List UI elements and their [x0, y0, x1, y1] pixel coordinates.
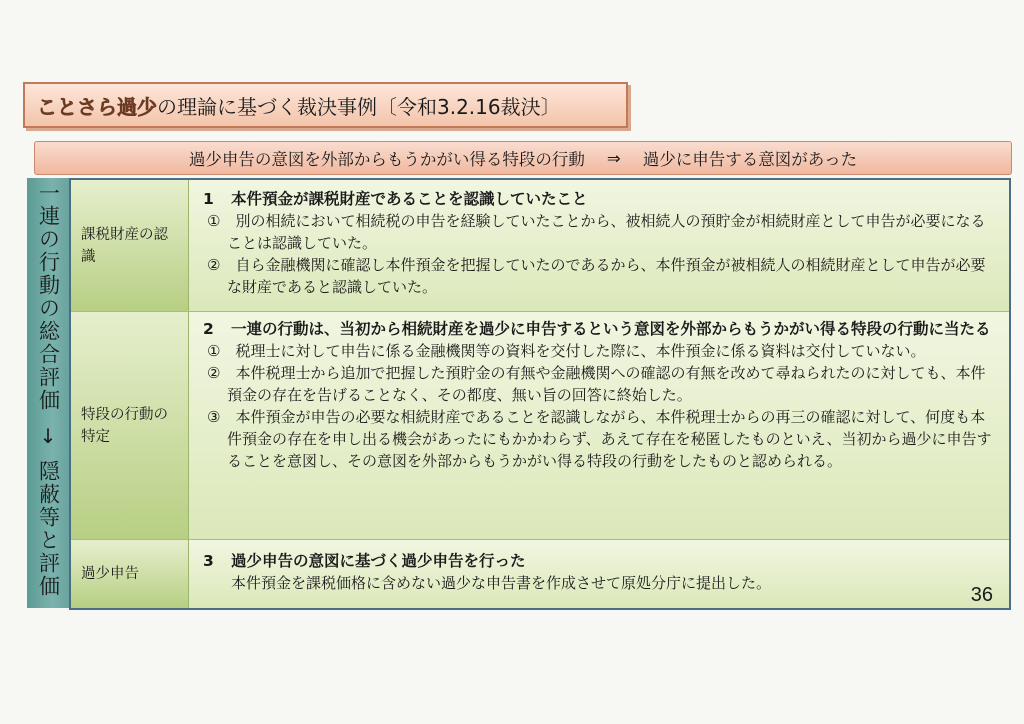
side-arrow: ↓ — [39, 424, 57, 448]
slide-title — [23, 82, 628, 128]
row-label: 特段の行動の特定 — [71, 312, 189, 540]
side-evaluation-bar — [27, 178, 69, 608]
row-heading: 3 過少申告の意図に基づく過少申告を行った — [203, 552, 526, 570]
page-number: 36 — [970, 584, 993, 606]
banner-left-text: 過少申告の意図を外部からもうかがい得る特段の行動 — [188, 150, 585, 169]
side-text-top: 一連の行動の総合評価 — [36, 182, 61, 412]
table-row — [71, 180, 1009, 311]
title-rest: の理論に基づく裁決事例〔令和3.2.16裁決〕 — [157, 94, 561, 119]
list-item: 本件預金を課税価格に含めない過少な申告書を作成させて原処分庁に提出した。 — [231, 574, 772, 592]
list-item: ② 本件税理士から追加で把握した預貯金の有無や金融機関への確認の有無を改めて尋ねられたのに対しても、本件預金の存在を告げることなく、その都度、無い旨の回答に終始した。 — [207, 364, 986, 404]
row-label: 課税財産の認識 — [71, 180, 189, 311]
list-item: ③ 本件預金が申告の必要な相続財産であることを認識しながら、本件税理士からの再三の確認に対して、何度も本件預金の存在を申し出る機会があったにもかかわらず、あえて存在を秘匿したものといえ、当初から過少に申告することを意図し、その意図を外部からもうかがい得る特段の行動をしたものと認められる。 — [207, 408, 992, 470]
row-heading: 1 本件預金が課税財産であることを認識していたこと — [203, 190, 588, 208]
banner-right-text: 過少に申告する意図があった — [642, 150, 858, 169]
summary-banner — [34, 141, 1012, 175]
row-content — [189, 540, 1009, 608]
list-item: ① 別の相続において相続税の申告を経験していたことから、被相続人の預貯金が相続財産として申告が必要になることは認識していた。 — [207, 212, 986, 252]
row-heading: 2 一連の行動は、当初から相続財産を過少に申告するという意図を外部からもうかがい得る特段の行動に当たる — [203, 320, 991, 338]
ruling-table — [69, 178, 1011, 610]
table-row — [71, 311, 1009, 540]
list-item: ② 自ら金融機関に確認し本件預金を把握していたのであるから、本件預金が被相続人の相続財産として申告が必要な財産であると認識していた。 — [207, 256, 986, 296]
row-label: 過少申告 — [71, 540, 189, 608]
row-content — [189, 312, 1009, 540]
list-item: ① 税理士に対して申告に係る金融機関等の資料を交付した際に、本件預金に係る資料は交付していない。 — [207, 342, 926, 360]
table-row — [71, 539, 1009, 608]
side-text-bottom: 隠蔽等と評価 — [36, 460, 61, 598]
row-content — [189, 180, 1009, 311]
title-emphasis: ことさら過少 — [37, 94, 157, 119]
banner-arrow: ⇒ — [606, 148, 621, 168]
